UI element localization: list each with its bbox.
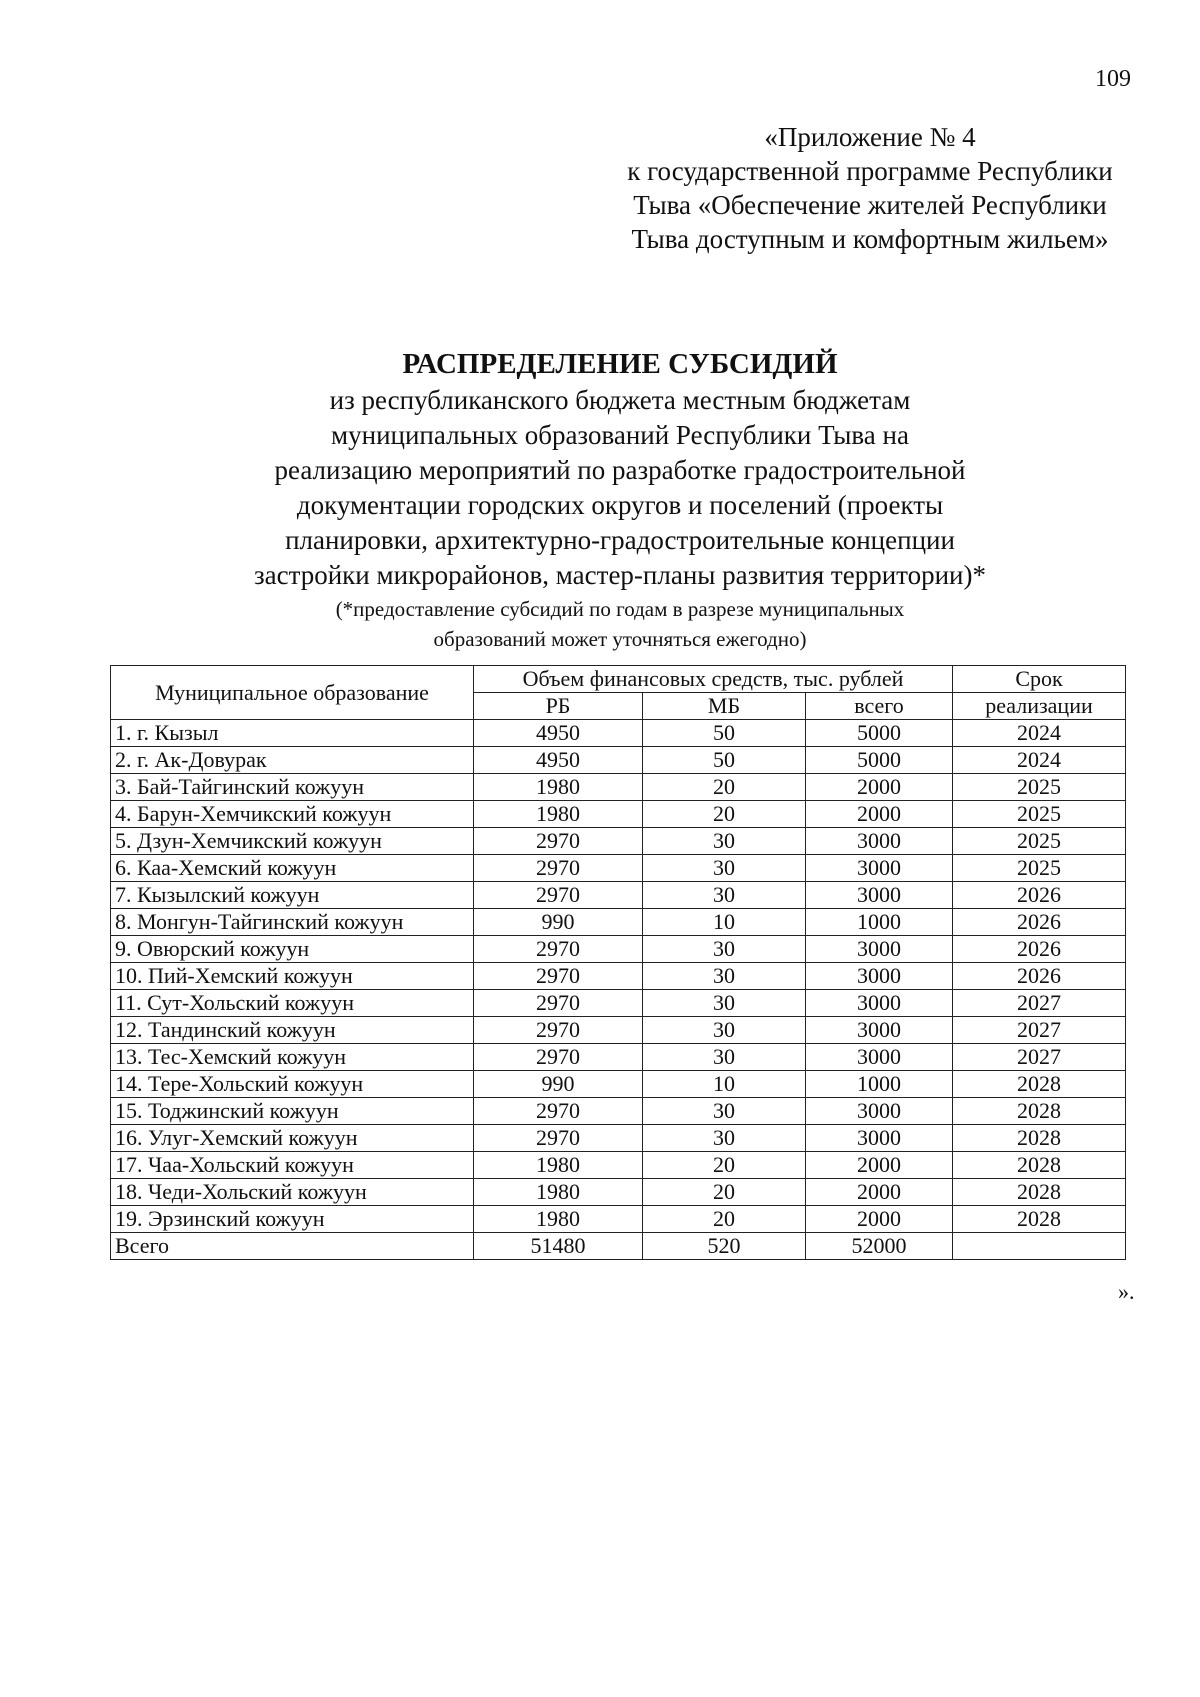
cell-year: 2026 <box>953 936 1126 963</box>
cell-year: 2026 <box>953 882 1126 909</box>
cell-municipality: 15. Тоджинский кожуун <box>111 1098 474 1125</box>
cell-year: 2026 <box>953 909 1126 936</box>
cell-rb: 2970 <box>474 1098 643 1125</box>
cell-municipality: 8. Монгун-Тайгинский кожуун <box>111 909 474 936</box>
title-block <box>170 345 1070 653</box>
table-body <box>111 720 1126 1260</box>
cell-year: 2028 <box>953 1125 1126 1152</box>
cell-mb: 30 <box>643 990 806 1017</box>
cell-rb: 4950 <box>474 747 643 774</box>
cell-mb: 10 <box>643 909 806 936</box>
cell-year: 2028 <box>953 1179 1126 1206</box>
appendix-line: Тыва доступным и комфортным жильем» <box>631 224 1109 254</box>
cell-total: 1000 <box>806 1071 953 1098</box>
table-row <box>111 828 1126 855</box>
cell-total: 3000 <box>806 1044 953 1071</box>
cell-mb: 20 <box>643 1206 806 1233</box>
cell-total: 3000 <box>806 1125 953 1152</box>
subtitle-line: документации городских округов и поселений (проекты <box>296 490 944 520</box>
appendix-reference <box>600 120 1140 256</box>
cell-rb: 2970 <box>474 963 643 990</box>
cell-year: 2027 <box>953 1044 1126 1071</box>
cell-year: 2028 <box>953 1206 1126 1233</box>
header-funds: Объем финансовых средств, тыс. рублей <box>474 666 953 693</box>
cell-mb: 30 <box>643 1125 806 1152</box>
cell-total: 3000 <box>806 828 953 855</box>
cell-total: 2000 <box>806 801 953 828</box>
cell-municipality: 5. Дзун-Хемчикский кожуун <box>111 828 474 855</box>
appendix-line: «Приложение № 4 <box>764 122 976 152</box>
cell-total: 5000 <box>806 747 953 774</box>
cell-municipality: Всего <box>111 1233 474 1260</box>
cell-mb: 30 <box>643 828 806 855</box>
table-row <box>111 909 1126 936</box>
footnote-line: образований может уточняться ежегодно) <box>433 627 807 651</box>
cell-municipality: 17. Чаа-Хольский кожуун <box>111 1152 474 1179</box>
cell-mb: 50 <box>643 720 806 747</box>
table-row <box>111 774 1126 801</box>
cell-municipality: 19. Эрзинский кожуун <box>111 1206 474 1233</box>
table-row <box>111 1179 1126 1206</box>
appendix-line: к государственной программе Республики <box>627 156 1113 186</box>
cell-municipality: 6. Каа-Хемский кожуун <box>111 855 474 882</box>
cell-rb: 1980 <box>474 1206 643 1233</box>
cell-total: 2000 <box>806 1206 953 1233</box>
cell-mb: 30 <box>643 882 806 909</box>
cell-mb: 30 <box>643 936 806 963</box>
table-row <box>111 963 1126 990</box>
subsidy-table <box>110 665 1126 1260</box>
cell-year: 2024 <box>953 720 1126 747</box>
subtitle-line: муниципальных образований Республики Тыва на <box>331 420 909 450</box>
table-row <box>111 1071 1126 1098</box>
cell-total: 3000 <box>806 1017 953 1044</box>
cell-municipality: 16. Улуг-Хемский кожуун <box>111 1125 474 1152</box>
cell-total: 1000 <box>806 909 953 936</box>
cell-rb: 1980 <box>474 774 643 801</box>
cell-year: 2026 <box>953 963 1126 990</box>
cell-total: 3000 <box>806 990 953 1017</box>
cell-year: 2025 <box>953 828 1126 855</box>
cell-total: 3000 <box>806 963 953 990</box>
cell-municipality: 14. Тере-Хольский кожуун <box>111 1071 474 1098</box>
cell-rb: 2970 <box>474 882 643 909</box>
cell-mb: 20 <box>643 1152 806 1179</box>
cell-rb: 990 <box>474 909 643 936</box>
document-title: РАСПРЕДЕЛЕНИЕ СУБСИДИЙ <box>402 348 838 380</box>
table-row <box>111 1017 1126 1044</box>
cell-total: 3000 <box>806 855 953 882</box>
cell-rb: 2970 <box>474 936 643 963</box>
subtitle-line: реализацию мероприятий по разработке градостроительной <box>274 455 966 485</box>
cell-mb: 30 <box>643 855 806 882</box>
table-row <box>111 1044 1126 1071</box>
cell-year: 2027 <box>953 1017 1126 1044</box>
cell-municipality: 7. Кызылский кожуун <box>111 882 474 909</box>
page-number: 109 <box>1095 66 1131 92</box>
cell-municipality: 10. Пий-Хемский кожуун <box>111 963 474 990</box>
cell-rb: 2970 <box>474 828 643 855</box>
cell-total: 5000 <box>806 720 953 747</box>
closing-quote: ». <box>1118 1279 1135 1304</box>
cell-year: 2025 <box>953 774 1126 801</box>
footnote-line: (*предоставление субсидий по годам в разрезе муниципальных <box>335 597 905 621</box>
cell-year: 2028 <box>953 1098 1126 1125</box>
cell-mb: 30 <box>643 1098 806 1125</box>
cell-rb: 2970 <box>474 1125 643 1152</box>
table-header-row <box>111 666 1126 693</box>
cell-total: 2000 <box>806 1179 953 1206</box>
cell-rb: 1980 <box>474 801 643 828</box>
cell-rb: 51480 <box>474 1233 643 1260</box>
header-municipality: Муниципальное образование <box>111 666 474 720</box>
cell-year: 2024 <box>953 747 1126 774</box>
subtitle-line: застройки микрорайонов, мастер-планы развития территории)* <box>253 560 987 590</box>
cell-municipality: 9. Овюрский кожуун <box>111 936 474 963</box>
cell-municipality: 12. Тандинский кожуун <box>111 1017 474 1044</box>
table-row <box>111 1152 1126 1179</box>
cell-municipality: 4. Барун-Хемчикский кожуун <box>111 801 474 828</box>
cell-mb: 20 <box>643 1179 806 1206</box>
table-row <box>111 720 1126 747</box>
cell-mb: 20 <box>643 801 806 828</box>
subtitle-line: планировки, архитектурно-градостроительные концепции <box>285 525 955 555</box>
cell-total: 3000 <box>806 1098 953 1125</box>
table-row <box>111 1125 1126 1152</box>
cell-total: 2000 <box>806 1152 953 1179</box>
cell-municipality: 18. Чеди-Хольский кожуун <box>111 1179 474 1206</box>
table-row <box>111 1206 1126 1233</box>
table-row <box>111 936 1126 963</box>
cell-total: 3000 <box>806 936 953 963</box>
table-row <box>111 801 1126 828</box>
table-row <box>111 882 1126 909</box>
cell-total: 52000 <box>806 1233 953 1260</box>
cell-total: 3000 <box>806 882 953 909</box>
subtitle-line: из республиканского бюджета местным бюджетам <box>329 385 911 415</box>
cell-year: 2025 <box>953 855 1126 882</box>
table-row <box>111 855 1126 882</box>
cell-mb: 50 <box>643 747 806 774</box>
header-term: Срок <box>953 666 1126 693</box>
cell-rb: 2970 <box>474 855 643 882</box>
cell-municipality: 2. г. Ак-Довурак <box>111 747 474 774</box>
cell-mb: 30 <box>643 1017 806 1044</box>
table-total-row <box>111 1233 1126 1260</box>
header-mb: МБ <box>643 693 806 720</box>
cell-year <box>953 1233 1126 1260</box>
cell-municipality: 13. Тес-Хемский кожуун <box>111 1044 474 1071</box>
cell-mb: 30 <box>643 963 806 990</box>
cell-mb: 30 <box>643 1044 806 1071</box>
cell-rb: 1980 <box>474 1152 643 1179</box>
cell-mb: 520 <box>643 1233 806 1260</box>
table-row <box>111 990 1126 1017</box>
cell-municipality: 11. Сут-Хольский кожуун <box>111 990 474 1017</box>
cell-mb: 20 <box>643 774 806 801</box>
cell-municipality: 3. Бай-Тайгинский кожуун <box>111 774 474 801</box>
cell-year: 2028 <box>953 1071 1126 1098</box>
cell-year: 2027 <box>953 990 1126 1017</box>
cell-rb: 990 <box>474 1071 643 1098</box>
cell-municipality: 1. г. Кызыл <box>111 720 474 747</box>
cell-rb: 1980 <box>474 1179 643 1206</box>
cell-year: 2025 <box>953 801 1126 828</box>
header-rb: РБ <box>474 693 643 720</box>
table-row <box>111 1098 1126 1125</box>
cell-rb: 2970 <box>474 990 643 1017</box>
cell-total: 2000 <box>806 774 953 801</box>
cell-year: 2028 <box>953 1152 1126 1179</box>
cell-rb: 4950 <box>474 720 643 747</box>
header-total: всего <box>806 693 953 720</box>
cell-rb: 2970 <box>474 1017 643 1044</box>
cell-rb: 2970 <box>474 1044 643 1071</box>
header-term-line2: реализации <box>953 693 1126 720</box>
appendix-line: Тыва «Обеспечение жителей Республики <box>633 190 1107 220</box>
table-row <box>111 747 1126 774</box>
cell-mb: 10 <box>643 1071 806 1098</box>
